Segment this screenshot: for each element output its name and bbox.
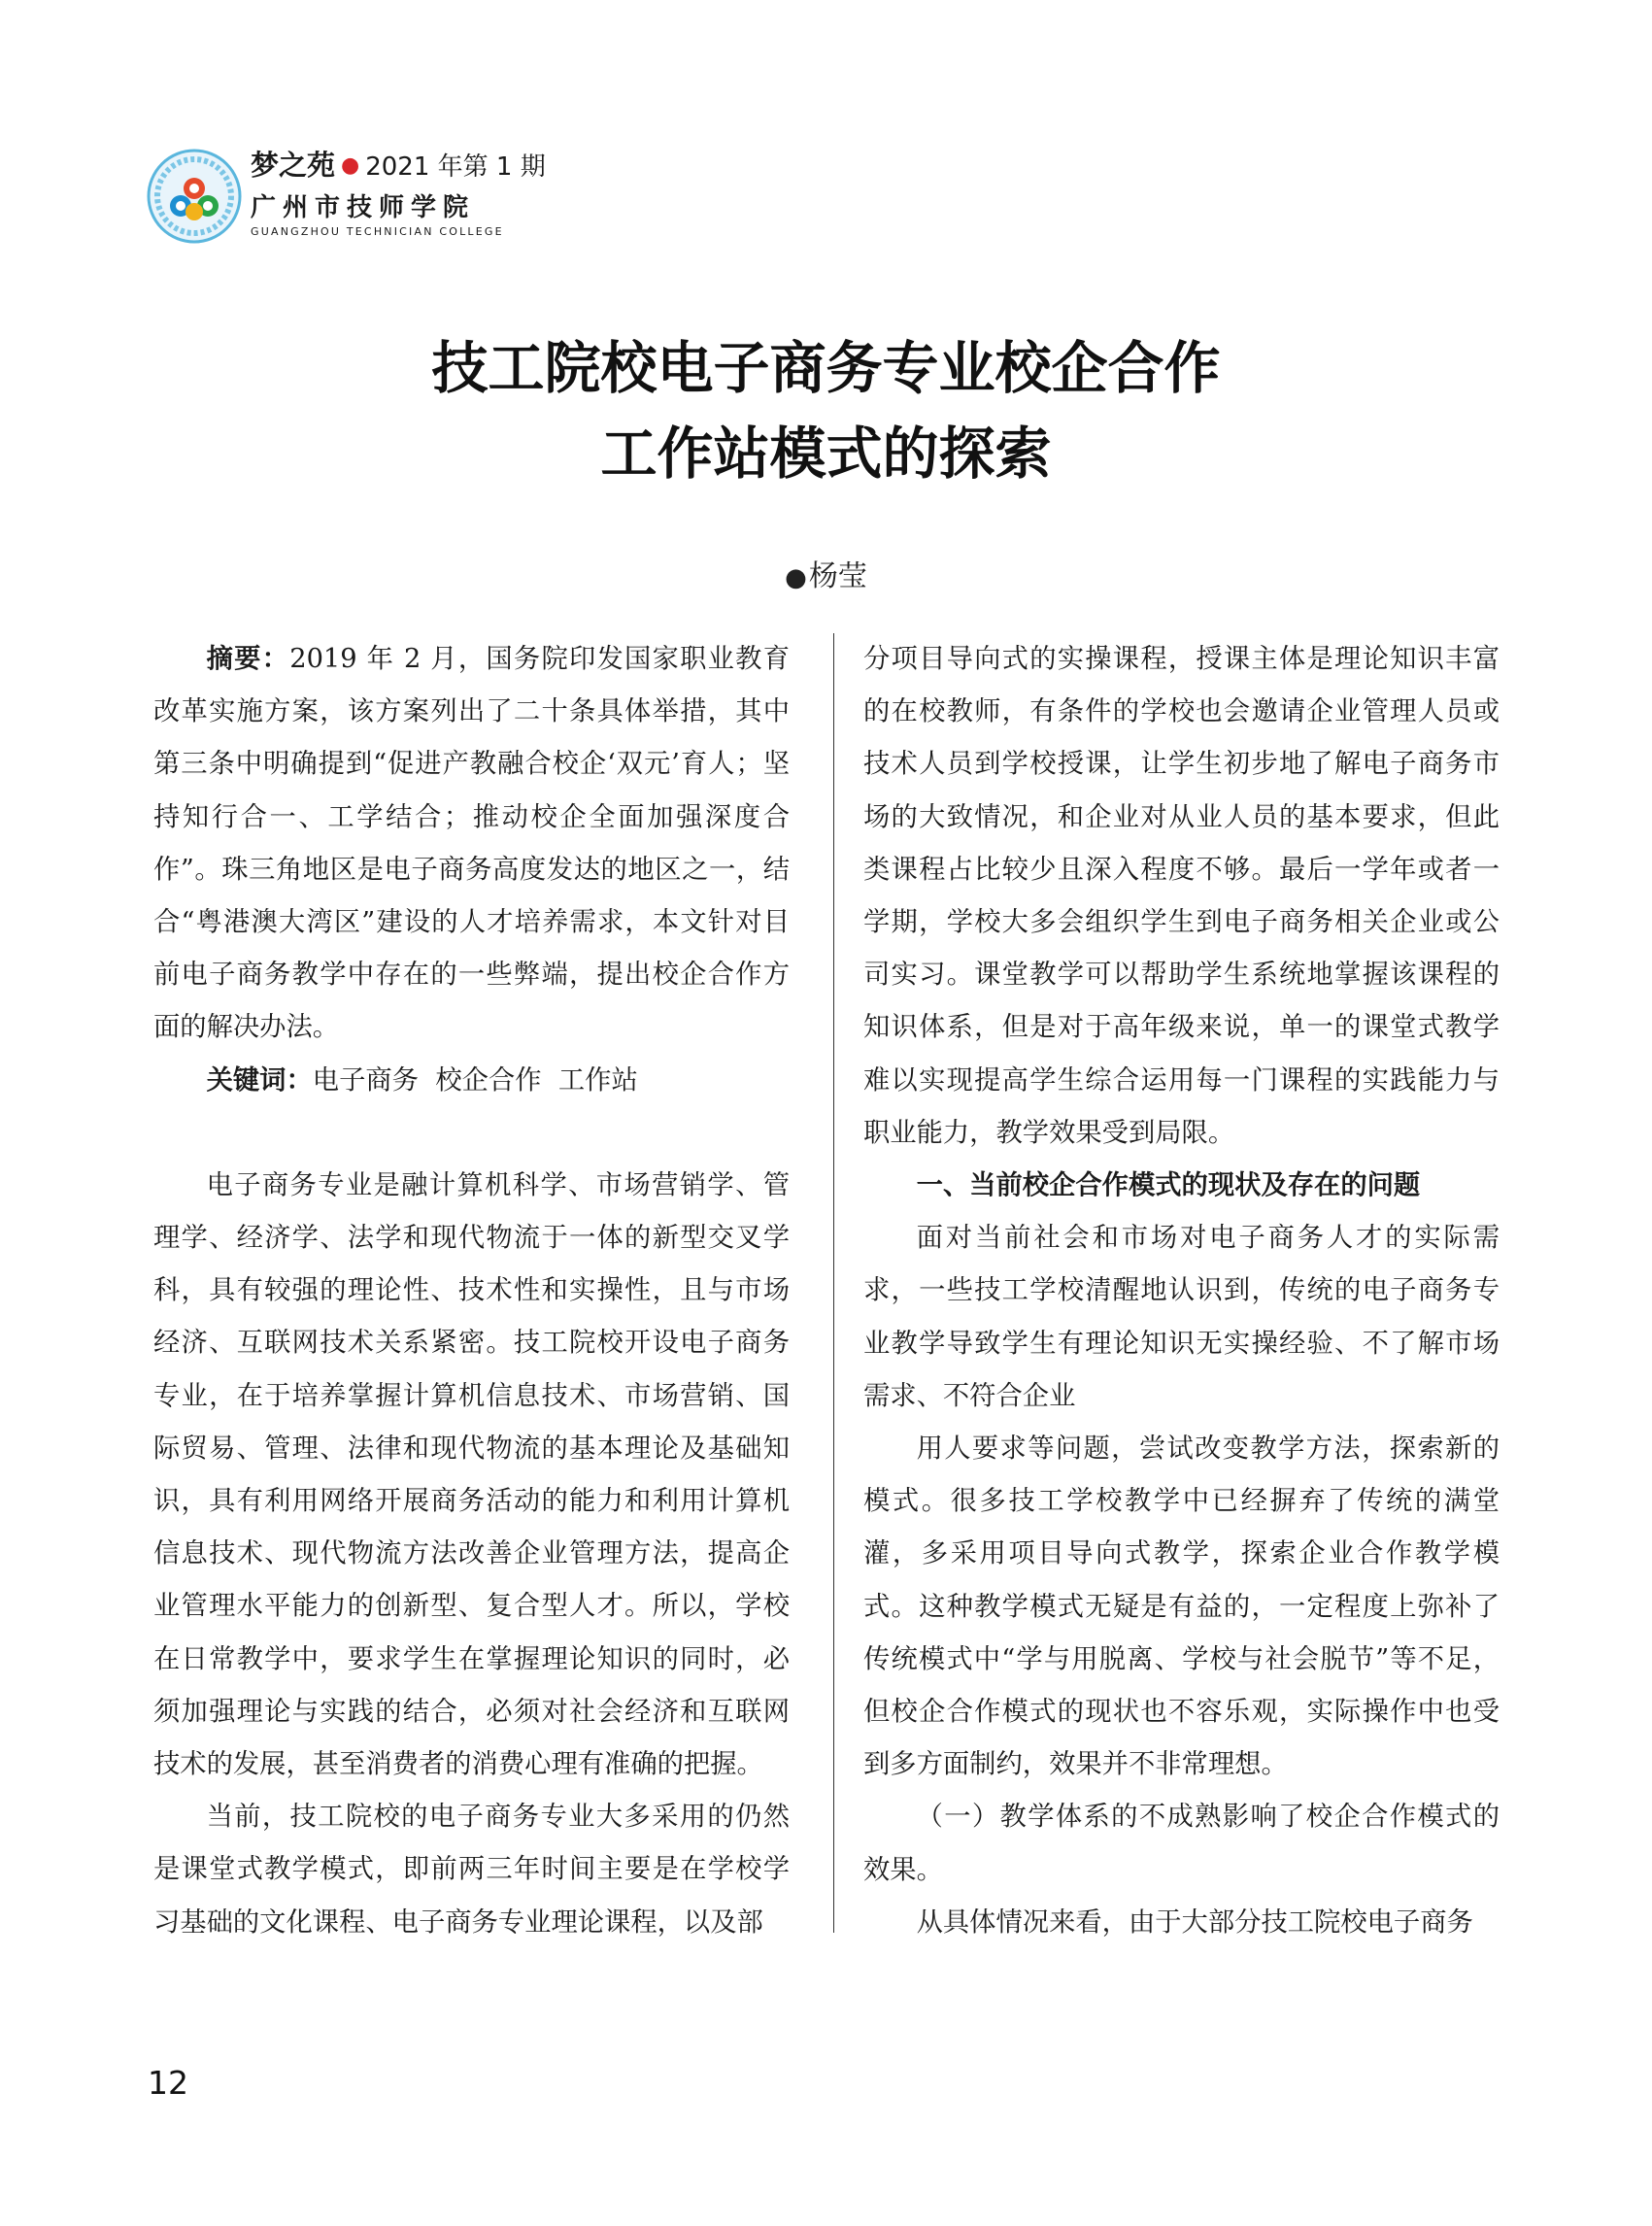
subsection-heading: （一）教学体系的不成熟影响了校企合作模式的效果。 <box>863 1802 1500 1885</box>
page-number: 12 <box>148 2064 188 2102</box>
journal-issue-line <box>251 144 546 184</box>
journal-name: 梦之苑 <box>251 149 336 182</box>
keywords-label: 关键词： <box>206 1064 313 1096</box>
body-paragraph: 电子商务专业是融计算机科学、市场营销学、管理学、经济学、法学和现代物流于一体的新型交叉学科，具有较强的理论性、技术性和实操性，且与市场经济、互联网技术关系紧密。技工院校开设电子商务专业，在于培养掌握计算机信息技术、市场营销、国际贸易、管理、法律和现代物流的基本理论及基础知识，具有利用网络开展商务活动的能力和利用计算机信息技术、现代物流方法改善企业管理方法，提高企业管理水平能力的创新型、复合型人才。所以，学校在日常教学中，要求学生在掌握理论知识的同时，必须加强理论与实践的结合，必须对社会经济和互联网技术的发展，甚至消费者的消费心理有准确的把握。 <box>153 1169 790 1780</box>
college-logo-icon <box>146 148 243 245</box>
journal-header <box>146 144 651 251</box>
body-paragraph: 分项目导向式的实操课程，授课主体是理论知识丰富的在校教师，有条件的学校也会邀请企业管理人员或技术人员到学校授课，让学生初步地了解电子商务市场的大致情况，和企业对从业人员的基本要求，但此类课程占比较少且深入程度不够。最后一学年或者一学期，学校大多会组织学生到电子商务相关企业或公司实习。课堂教学可以帮助学生系统地掌握该课程的知识体系，但是对于高年级来说，单一的课堂式教学难以实现提高学生综合运用每一门课程的实践能力与职业能力，教学效果受到局限。 <box>863 644 1500 1148</box>
separator-dot-icon: ● <box>341 153 360 178</box>
abstract <box>153 633 790 1055</box>
section-heading: 一、当前校企合作模式的现状及存在的问题 <box>916 1170 1421 1201</box>
title-line-1: 技工院校电子商务专业校企合作 <box>431 335 1221 401</box>
right-column <box>863 633 1500 1949</box>
school-name-cn: 广州市技师学院 <box>251 193 476 222</box>
title-line-2: 工作站模式的探索 <box>600 421 1052 487</box>
body-paragraph: 从具体情况来看，由于大部分技工院校电子商务 <box>916 1906 1473 1938</box>
author-name: 杨莹 <box>808 559 867 593</box>
author-line <box>0 552 1652 594</box>
keywords-text: 电子商务 校企合作 工作站 <box>312 1064 638 1096</box>
school-name-en: GUANGZHOU TECHNICIAN COLLEGE <box>251 225 504 238</box>
keywords <box>153 1055 790 1107</box>
body-paragraph: 当前，技工院校的电子商务专业大多采用的仍然是课堂式教学模式，即前两三年时间主要是在学校学习基础的文化课程、电子商务专业理论课程，以及部 <box>153 1802 790 1938</box>
column-divider <box>833 633 834 1933</box>
article-title <box>0 325 1652 496</box>
left-column <box>153 633 790 1949</box>
abstract-label: 摘要： <box>206 644 290 674</box>
issue-label: 2021 年第 1 期 <box>365 152 546 182</box>
body-paragraph: 用人要求等问题，尝试改变教学方法，探索新的模式。很多技工学校教学中已经摒弃了传统的满堂灌，多采用项目导向式教学，探索企业合作教学模式。这种教学模式无疑是有益的，一定程度上弥补了传统模式中“学与用脱离、学校与社会脱节”等不足，但校企合作模式的现状也不容乐观，实际操作中也受到多方面制约，效果并不非常理想。 <box>863 1433 1500 1780</box>
spacer <box>153 1107 790 1160</box>
abstract-text: 2019 年 2 月，国务院印发国家职业教育改革实施方案，该方案列出了二十条具体举措，其中第三条中明确提到“促进产教融合校企‘双元’育人；坚持知行合一、工学结合；推动校企全面加强深度合作”。珠三角地区是电子商务高度发达的地区之一，结合“粤港澳大湾区”建设的人才培养需求，本文针对目前电子商务教学中存在的一些弊端，提出校企合作方面的解决办法。 <box>153 644 791 1043</box>
body-paragraph: 面对当前社会和市场对电子商务人才的实际需求，一些技工学校清醒地认识到，传统的电子商务专业教学导致学生有理论知识无实操经验、不了解市场需求、不符合企业 <box>863 1223 1500 1411</box>
author-bullet-icon: ● <box>785 563 807 592</box>
